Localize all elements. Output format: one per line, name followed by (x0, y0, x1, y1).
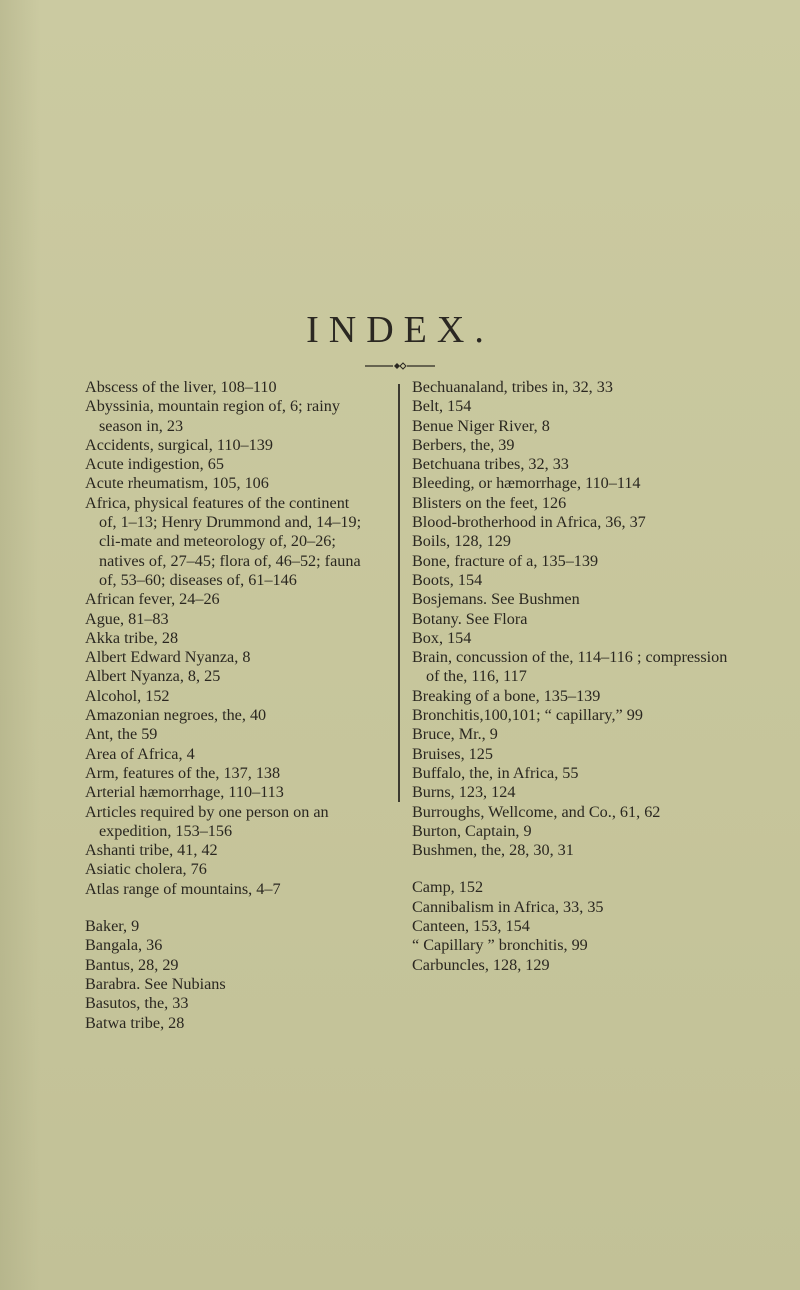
index-entry: Canteen, 153, 154 (412, 917, 530, 936)
index-entry: Betchuana tribes, 32, 33 (412, 455, 569, 474)
index-entry: Acute indigestion, 65 (85, 455, 224, 474)
index-entry: Basutos, the, 33 (85, 994, 189, 1013)
index-entry: Blood-brotherhood in Africa, 36, 37 (412, 513, 646, 532)
index-entry: Alcohol, 152 (85, 686, 170, 705)
index-entry: Bangala, 36 (85, 936, 163, 955)
section-gap (412, 860, 732, 878)
index-entry: Africa, physical features of the continent of, 1–13; Henry Drummond and, 14–19; cli-mate and meteorology of, 20–26; natives of, 27–45; flora of, 46–52; fauna of, 53–60; diseases of, 61–146 (85, 493, 362, 589)
index-entry: Camp, 152 (412, 878, 484, 897)
index-entry: Albert Edward Nyanza, 8 (85, 648, 251, 667)
index-column-right (412, 378, 732, 975)
index-entry: Brain, concussion of the, 114–116 ; compression of the, 116, 117 (412, 648, 728, 686)
index-entry: African fever, 24–26 (85, 590, 220, 609)
index-entry: Bruises, 125 (412, 744, 493, 763)
index-entry: Abyssinia, mountain region of, 6; rainy season in, 23 (85, 397, 340, 435)
index-entry: Ashanti tribe, 41, 42 (85, 841, 218, 860)
section-gap (85, 899, 370, 917)
index-entry: Belt, 154 (412, 397, 472, 416)
index-entry: Ague, 81–83 (85, 609, 169, 628)
index-entry: Boots, 154 (412, 570, 483, 589)
page-title: INDEX. (306, 309, 494, 351)
index-entry: Abscess of the liver, 108–110 (85, 378, 277, 396)
index-entry: Bosjemans. See Bushmen (412, 590, 580, 609)
column-divider (398, 384, 400, 802)
index-entry: Bushmen, the, 28, 30, 31 (412, 841, 574, 860)
index-entry: Benue Niger River, 8 (412, 416, 550, 435)
index-entry: Burns, 123, 124 (412, 783, 516, 802)
index-entry: Arm, features of the, 137, 138 (85, 763, 281, 782)
index-entry: Asiatic cholera, 76 (85, 860, 207, 879)
index-entry: “ Capillary ” bronchitis, 99 (412, 936, 588, 955)
index-entry: Cannibalism in Africa, 33, 35 (412, 897, 604, 916)
index-entry: Box, 154 (412, 628, 472, 647)
index-entry: Acute rheumatism, 105, 106 (85, 474, 269, 493)
index-entry: Burton, Captain, 9 (412, 821, 532, 840)
index-entry: Berbers, the, 39 (412, 435, 515, 454)
index-entry: Boils, 128, 129 (412, 532, 511, 551)
index-entry: Botany. See Flora (412, 609, 528, 628)
index-entry: Accidents, surgical, 110–139 (85, 435, 273, 454)
index-entry: Bronchitis,100,101; “ capillary,” 99 (412, 706, 643, 725)
index-entry: Ant, the 59 (85, 725, 158, 744)
index-entry: Baker, 9 (85, 917, 140, 936)
index-entry: Akka tribe, 28 (85, 628, 179, 647)
index-entry: Buffalo, the, in Africa, 55 (412, 763, 579, 782)
index-entry: Breaking of a bone, 135–139 (412, 686, 601, 705)
index-entry: Amazonian negroes, the, 40 (85, 706, 267, 725)
index-entry: Articles required by one person on an expedition, 153–156 (85, 802, 329, 840)
index-entry: Batwa tribe, 28 (85, 1013, 185, 1032)
index-entry: Bleeding, or hæmorrhage, 110–114 (412, 474, 641, 493)
index-entry: Bechuanaland, tribes in, 32, 33 (412, 378, 613, 396)
index-entry: Burroughs, Wellcome, and Co., 61, 62 (412, 802, 661, 821)
index-column-left (85, 378, 370, 1033)
index-entry: Bone, fracture of a, 135–139 (412, 551, 599, 570)
index-entry: Albert Nyanza, 8, 25 (85, 667, 221, 686)
index-entry: Carbuncles, 128, 129 (412, 955, 550, 974)
index-entry: Barabra. See Nubians (85, 974, 226, 993)
index-entry: Arterial hæmorrhage, 110–113 (85, 783, 284, 802)
index-entry: Bruce, Mr., 9 (412, 725, 498, 744)
index-entry: Atlas range of mountains, 4–7 (85, 879, 281, 898)
index-entry: Bantus, 28, 29 (85, 955, 179, 974)
diamond-dash-ornament-icon (365, 361, 435, 371)
index-entry: Area of Africa, 4 (85, 744, 195, 763)
index-entry: Blisters on the feet, 126 (412, 493, 567, 512)
